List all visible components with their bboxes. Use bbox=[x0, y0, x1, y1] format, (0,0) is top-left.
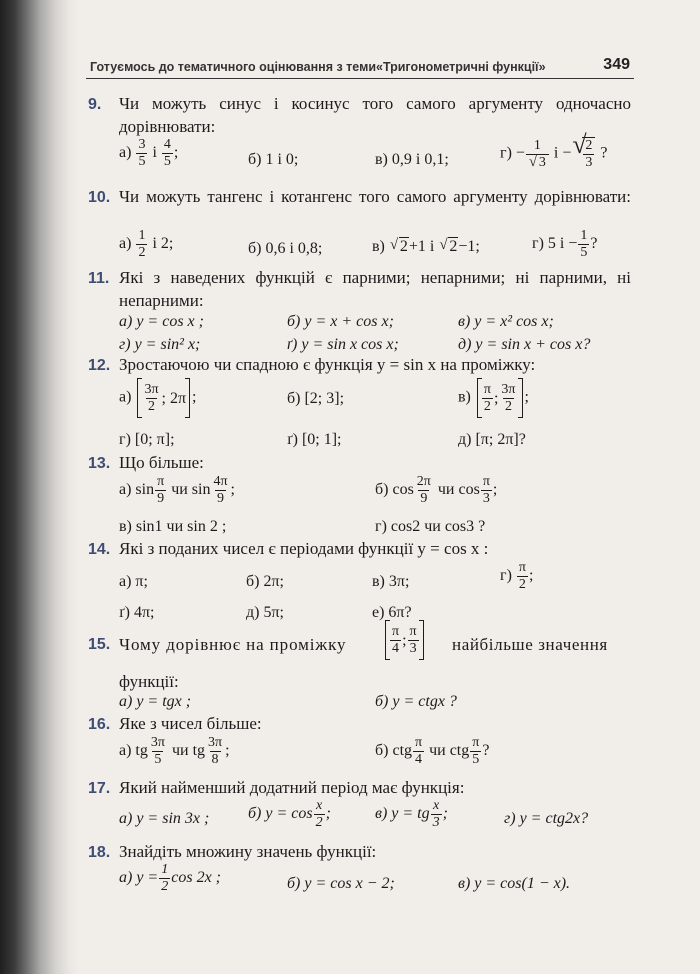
option-e: ґ) [0; 1]; bbox=[287, 431, 342, 448]
fraction: $\frac{3}{5}$ bbox=[138, 137, 146, 169]
option-b: б) 0,6 і 0,8; bbox=[248, 240, 323, 257]
problem-number: 12. bbox=[88, 357, 111, 374]
fraction: $\frac{3\pi}{8}$ bbox=[208, 735, 223, 767]
option-a: а) tg $\frac{3\pi}{5}$ чи tg $\frac{3\pi}{8}$ ; bbox=[119, 735, 230, 767]
option-d: г) − 1 √ 3 і − √ $\frac{2}{3}$ ? bbox=[500, 130, 608, 170]
header-title: Готуємось до тематичного оцінювання з теми«Тригонометричні функції» bbox=[90, 60, 546, 74]
fraction: $\frac{\pi}{5}$ bbox=[472, 735, 480, 767]
fraction: $\frac{1}{5}$ bbox=[580, 228, 588, 260]
fraction: $\frac{\pi}{3}$ bbox=[482, 474, 490, 506]
option-b: б) y = ctgx ? bbox=[375, 693, 457, 710]
option-c: в) √ 2+1 і √ 2−1; bbox=[372, 235, 480, 258]
option-b: б) 1 і 0; bbox=[248, 151, 299, 168]
problem-text: Які з поданих чисел є періодами функції y = cos x : bbox=[119, 539, 489, 558]
option-c: в) sin1 чи sin 2 ; bbox=[119, 518, 227, 535]
option-b: б) y = cos x − 2; bbox=[287, 875, 395, 892]
square-root: √ $\frac{2}{3}$ bbox=[572, 137, 596, 171]
problem-text: Що більше: bbox=[119, 453, 204, 472]
problem-text: Який найменший додатний період має функція: bbox=[119, 778, 465, 797]
running-header bbox=[86, 54, 634, 79]
problem-number: 9. bbox=[88, 96, 102, 113]
problem-text-line3: функції: bbox=[119, 672, 179, 691]
square-root: √ 2 bbox=[439, 237, 458, 255]
fraction: $\frac{2\pi}{9}$ bbox=[416, 474, 431, 506]
option-a: а) y = sin 3x ; bbox=[119, 810, 210, 827]
option-a: а) y = $\frac{1}{2}$ cos 2x ; bbox=[119, 862, 221, 894]
problem-text: Чи можуть синус і косинус того самого аргументу одночасно дорівнювати: bbox=[119, 94, 631, 136]
option-a: а) π; bbox=[119, 573, 148, 590]
problem-number: 17. bbox=[88, 780, 111, 797]
problem-number: 15. bbox=[88, 636, 111, 653]
fraction: $\frac{4}{5}$ bbox=[163, 137, 171, 169]
fraction: $\frac{3\pi}{5}$ bbox=[150, 735, 165, 767]
option-c: в) y = tg $\frac{x}{3}$ ; bbox=[375, 798, 448, 830]
fraction: $\frac{x}{3}$ bbox=[432, 798, 440, 830]
option-b: б) ctg $\frac{\pi}{4}$ чи ctg $\frac{\pi}{5}$ ? bbox=[375, 735, 490, 767]
option-b: б) [2; 3]; bbox=[287, 390, 345, 407]
problem-number: 14. bbox=[88, 541, 111, 558]
fraction: $\frac{1}{2}$ bbox=[138, 228, 146, 260]
fraction: 1 √ 3 bbox=[526, 138, 549, 171]
problem-text: Чи можуть тангенс і котангенс того самого аргументу дорівнювати: bbox=[119, 187, 631, 206]
interval-bracket: $\frac{\pi}{2}$ ; $\frac{3\pi}{2}$ bbox=[477, 378, 523, 418]
option-f: д) 5π; bbox=[246, 604, 284, 621]
option-d: г) 5 і − $\frac{1}{5}$ ? bbox=[532, 228, 598, 260]
problem-text-continued: найбільше значення bbox=[452, 635, 608, 654]
problem-number: 11. bbox=[88, 270, 110, 287]
option-d: г) $\frac{\pi}{2}$ ; bbox=[500, 560, 534, 592]
option-b: б) y = x + cos x; bbox=[287, 313, 394, 330]
interval-bracket: $\frac{\pi}{4}$ ; $\frac{\pi}{3}$ bbox=[385, 620, 424, 660]
fraction: $\frac{x}{2}$ bbox=[315, 798, 323, 830]
option-a: а) $\frac{3\pi}{2}$ ; 2π ; bbox=[119, 378, 197, 418]
problem-text: Чому дорівнює на проміжку bbox=[119, 635, 347, 654]
fraction: $\frac{4\pi}{9}$ bbox=[213, 474, 228, 506]
option-g: е) 6π? bbox=[372, 604, 412, 621]
option-b: б) y = cos $\frac{x}{2}$ ; bbox=[248, 798, 331, 830]
option-c: в) $\frac{\pi}{2}$ ; $\frac{3\pi}{2}$ ; bbox=[458, 378, 529, 418]
option-c: в) 3π; bbox=[372, 573, 410, 590]
option-a: а) y = tgx ; bbox=[119, 693, 192, 710]
option-f: д) [π; 2π]? bbox=[458, 431, 526, 448]
problem-text: Які з наведених функцій є парними; непарними; ні парними, ні непарними: bbox=[119, 268, 631, 310]
problem-text: Знайдіть множину значень функції: bbox=[119, 842, 377, 861]
option-e: ґ) y = sin x cos x; bbox=[287, 336, 399, 353]
interval bbox=[383, 620, 426, 660]
option-a: а) y = cos x ; bbox=[119, 313, 204, 330]
fraction: $\frac{\pi}{9}$ bbox=[157, 474, 165, 506]
option-e: ґ) 4π; bbox=[119, 604, 155, 621]
option-b: б) 2π; bbox=[246, 573, 284, 590]
option-b: б) cos $\frac{2\pi}{9}$ чи cos $\frac{\pi}{3}$ ; bbox=[375, 474, 498, 506]
option-d: г) y = sin² x; bbox=[119, 336, 201, 353]
square-root: √ 2 bbox=[389, 237, 408, 255]
problem-text: Яке з чисел більше: bbox=[119, 714, 262, 733]
problem-number: 18. bbox=[88, 844, 111, 861]
page-number: 349 bbox=[603, 56, 630, 73]
problem-number: 13. bbox=[88, 455, 111, 472]
option-d: г) [0; π]; bbox=[119, 431, 175, 448]
option-d: г) cos2 чи cos3 ? bbox=[375, 518, 486, 535]
option-a: а) $\frac{1}{2}$ і 2; bbox=[119, 228, 174, 260]
option-f: д) y = sin x + cos x? bbox=[458, 336, 591, 353]
problem-number: 16. bbox=[88, 716, 111, 733]
option-c: в) y = cos(1 − x). bbox=[458, 875, 571, 892]
problem-text: Зростаючою чи спадною є функція y = sin x на проміжку: bbox=[119, 355, 536, 374]
option-c: в) y = x² cos x; bbox=[458, 313, 554, 330]
option-a: а) sin $\frac{\pi}{9}$ чи sin $\frac{4\pi}{9}$ ; bbox=[119, 474, 235, 506]
option-c: в) 0,9 і 0,1; bbox=[375, 151, 449, 168]
problem-number: 10. bbox=[88, 189, 111, 206]
fraction: $\frac{\pi}{4}$ bbox=[415, 735, 423, 767]
interval-bracket: $\frac{3\pi}{2}$ ; 2π bbox=[137, 378, 190, 418]
fraction: $\frac{\pi}{2}$ bbox=[518, 560, 526, 592]
option-d: г) y = ctg2x? bbox=[504, 810, 589, 827]
option-a: а) $\frac{3}{5}$ і $\frac{4}{5}$ ; bbox=[119, 137, 179, 169]
fraction: $\frac{1}{2}$ bbox=[161, 862, 169, 894]
